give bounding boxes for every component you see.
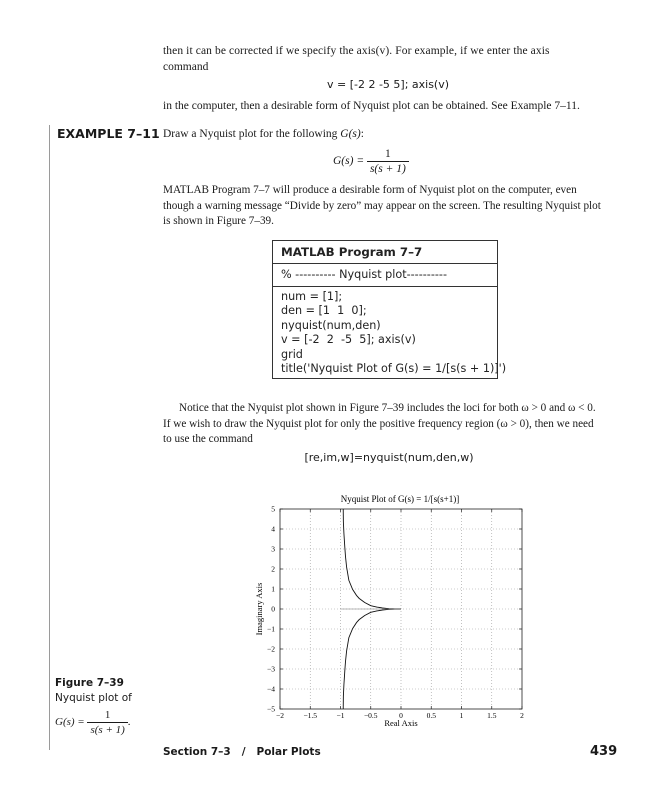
notice-paragraph (163, 401, 615, 448)
notice-line-2: If we wish to draw the Nyquist plot for only the positive frequency region (ω > 0), then we need (163, 417, 594, 430)
program-lines (273, 287, 507, 377)
chart-title: Nyquist Plot of G(s) = 1/[s(s+1)] (340, 494, 460, 504)
matlab-program-box (272, 240, 507, 379)
y-tick-label: −5 (267, 704, 275, 714)
y-tick-label: −2 (267, 644, 275, 654)
x-tick-label: −0.5 (363, 711, 378, 720)
program-line: num = [1]; (281, 289, 343, 303)
example-para-line-2: though a warning message “Divide by zero” may appear on the screen. The resulting Nyquist plot (163, 199, 601, 212)
y-tick-label: −4 (267, 684, 275, 694)
y-tick-label: 0 (271, 604, 275, 614)
equation-denominator: s(s + 1) (369, 163, 406, 175)
footer-section: Section 7–3 / Polar Plots (163, 746, 321, 758)
intro-paragraph (163, 44, 613, 75)
caption-fraction (87, 708, 127, 737)
example-margin-rule (49, 125, 50, 750)
y-tick-label: 3 (271, 544, 275, 554)
equation (333, 147, 409, 176)
x-tick-label: 1 (459, 711, 464, 720)
x-axis-label: Real Axis (384, 718, 418, 728)
x-tick-label: 0.5 (426, 711, 436, 720)
x-tick-label: −1 (336, 711, 345, 720)
example-statement-var: G(s) (340, 128, 361, 140)
example-paragraph (163, 183, 615, 230)
notice-command: [re,im,w]=nyquist(num,den,w) (304, 451, 474, 464)
y-tick-label: −1 (267, 624, 275, 634)
figure-caption-text: Nyquist plot of (55, 692, 132, 704)
program-line: v = [-2 2 -5 5]; axis(v) (281, 333, 416, 346)
program-line: den = [1 1 0]; (281, 304, 367, 317)
figure-caption-equation (55, 708, 165, 737)
intro-line-1: then it can be corrected if we specify the axis(v). For example, if we enter the axis (163, 45, 550, 57)
y-tick-label: 1 (271, 584, 275, 594)
figure-caption (55, 676, 165, 737)
program-line: nyquist(num,den) (281, 318, 381, 332)
y-tick-label: 5 (271, 504, 275, 514)
example-statement (163, 127, 364, 143)
notice-line-1: Notice that the Nyquist plot shown in Figure 7–39 includes the loci for both ω > 0 and ω < 0. (179, 402, 596, 414)
program-comment: % ---------- Nyquist plot---------- (273, 264, 497, 287)
page-number: 439 (590, 744, 618, 759)
x-tick-label: 2 (520, 711, 524, 720)
equation-fraction (367, 147, 409, 176)
y-tick-label: 2 (271, 564, 275, 574)
example-para-line-1: MATLAB Program 7–7 will produce a desirable form of Nyquist plot on the computer, even (163, 184, 577, 196)
x-tick-label: −1.5 (303, 711, 318, 720)
nyquist-chart (240, 486, 540, 736)
program-line: title('Nyquist Plot of G(s) = 1/[s(s + 1)]') (281, 362, 507, 375)
y-tick-label: −3 (267, 664, 275, 674)
x-tick-label: 1.5 (487, 711, 497, 720)
intro-command: v = [-2 2 -5 5]; axis(v) (326, 78, 450, 91)
intro-line-3: in the computer, then a desirable form of Nyquist plot can be obtained. See Example 7–11. (163, 100, 580, 112)
notice-line-3: to use the command (163, 433, 253, 445)
equation-numerator: 1 (367, 147, 409, 162)
figure-label: Figure 7–39 (55, 677, 124, 689)
example-label: EXAMPLE 7–11 (57, 126, 160, 141)
x-tick-label: 0 (399, 711, 403, 720)
example-statement-pre: Draw a Nyquist plot for the following (163, 128, 341, 140)
intro-line-2: command (163, 60, 209, 73)
caption-lhs: G(s) = (55, 716, 85, 729)
example-statement-post: : (360, 128, 364, 140)
caption-end: . (127, 716, 131, 729)
y-tick-label: 4 (271, 524, 275, 534)
equation-lhs: G(s) = (333, 155, 365, 168)
caption-denominator: s(s + 1) (90, 724, 125, 736)
x-tick-label: −2 (276, 711, 284, 720)
program-title: MATLAB Program 7–7 (273, 241, 497, 264)
caption-numerator: 1 (87, 708, 127, 723)
program-line: grid (281, 347, 303, 361)
example-para-line-3: is shown in Figure 7–39. (163, 215, 274, 227)
series-line (343, 509, 401, 609)
y-axis-label: Imaginary Axis (254, 582, 264, 636)
series-line (343, 609, 401, 709)
chart-ticks (267, 505, 524, 721)
